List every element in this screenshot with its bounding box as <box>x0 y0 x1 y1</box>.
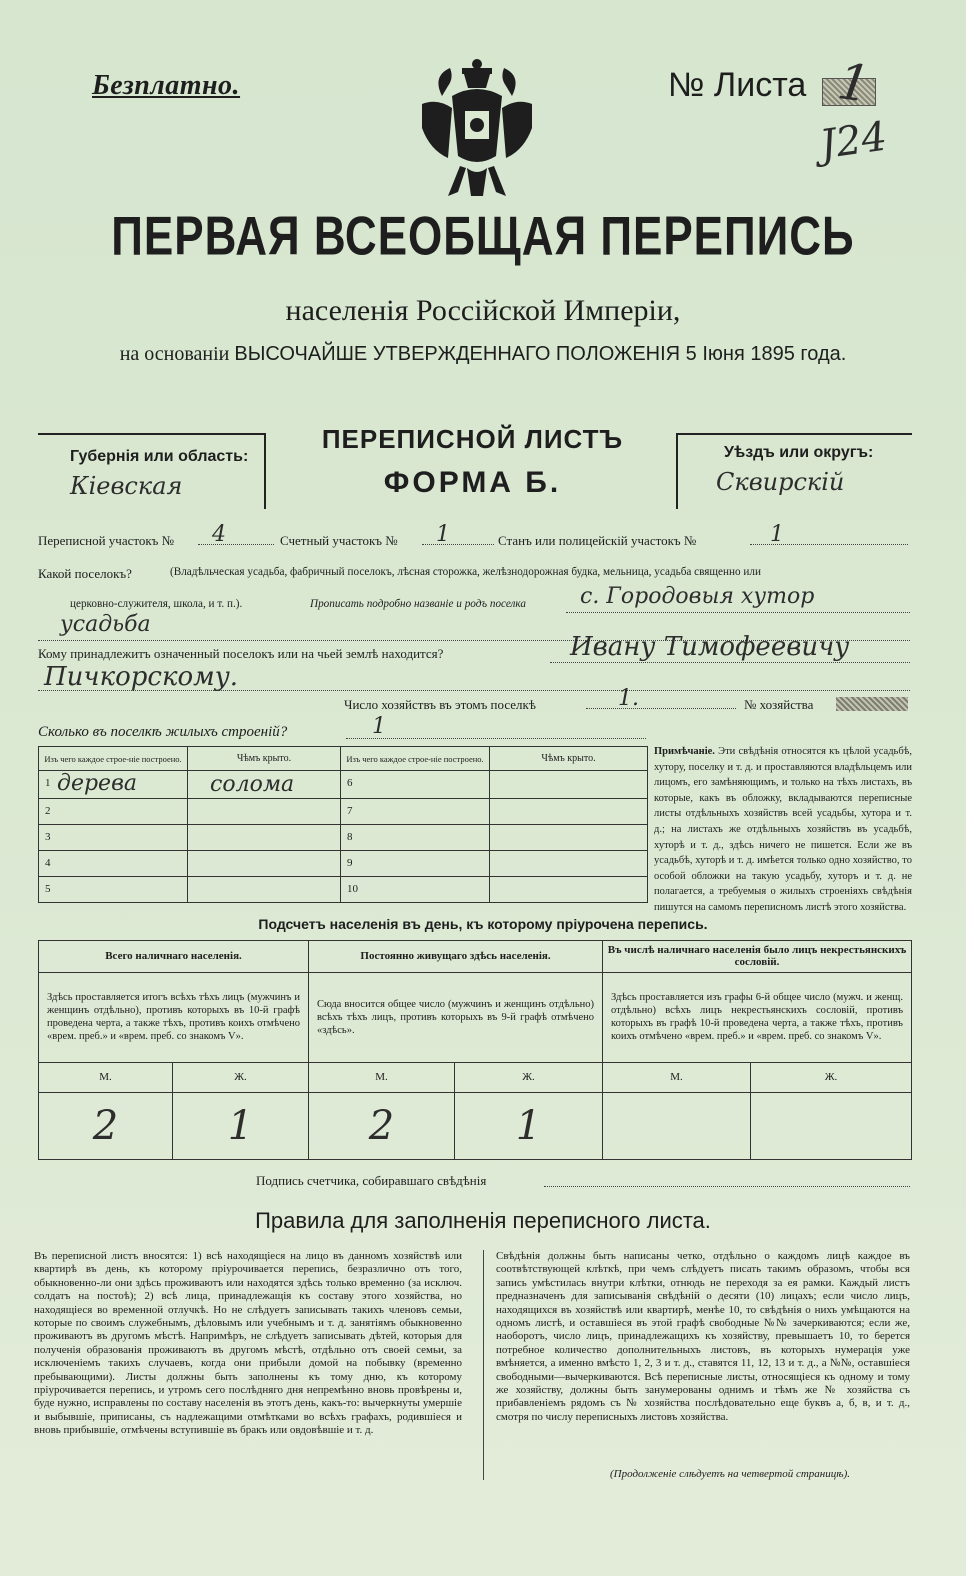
total-m-header: М. <box>39 1063 173 1092</box>
household-number-label: № хозяйства <box>744 697 814 712</box>
buildings-line <box>346 738 646 739</box>
note-text: Эти свѣдѣнія относятся къ цѣлой усадьбѣ, хутору, поселку и т. д. и проставляются владѣльцемъ или лицомъ, его замѣняющимъ, и только на тѣхъ листахъ, въ которые, какъ въ обложку, вкладываются переписные листы отдѣльныхъ хозяйствъ всей усадьбы, хутора и т. д.; на листахъ же отдѣльныхъ хозяйствъ въ усадьбѣ, хуторѣ и т. д., здѣсь ничего не пишется. Если же въ усадьбѣ, хуторѣ и т. д. имѣется только одно хозяйство, то особой обложки на такую усадьбу, хуторъ и т. д. не полагается, а требуемыя о жилыхъ строеніяхъ свѣдѣнія пишутся на самомъ переписномъ листѣ этого хозяйства. <box>654 746 912 913</box>
settlement-hint-3: Прописать подробно названіе и родъ поселка <box>310 598 526 610</box>
building-material-cell <box>39 851 188 877</box>
nonpeasant-m-value <box>603 1092 751 1159</box>
settlement-label: Какой поселокъ? <box>38 566 132 581</box>
note-label: Примѣчаніе. <box>654 746 715 757</box>
settlement-hint-2: церковно-служителя, школа, и т. п.). <box>70 598 243 610</box>
perm-f-value: 1 <box>455 1092 603 1159</box>
building-material-cell <box>341 771 490 799</box>
building-row-number: 4 <box>45 857 51 869</box>
total-population-desc: Здѣсь проставляется итогъ всѣхъ тѣхъ лицъ (мужчинъ и женщинъ отдѣльно), противъ которыхъ въ 10-й графѣ проведена черта, а также тѣхъ, противъ коихъ отмѣчено «врем. преб.» и «врем. преб. со знакомъ V». <box>39 972 309 1063</box>
building-roof-cell <box>490 799 648 825</box>
total-m-value: 2 <box>39 1092 173 1159</box>
col-material-2: Изъ чего каждое строе-ніе построено. <box>341 747 490 771</box>
district-value: Сквирскій <box>716 468 845 496</box>
building-row-number: 5 <box>45 883 51 895</box>
free-label: Безплатно. <box>92 70 241 101</box>
building-roof-cell <box>188 851 341 877</box>
rules-left-column: Въ переписной листъ вносятся: 1) всѣ находящіеся на лицо въ данномъ хозяйствѣ или квартирѣ въ день, къ которому пріурочивается перепись, безразлично отъ того, обыкновенно-ли они здѣсь проживаютъ или находятся здѣсь только временно (за исключ. солдатъ на постоѣ); 2) всѣ лица, принадлежащія къ составу этого хозяйства, но находящіеся во временной отлучкѣ. Но не слѣдуетъ записывать такихъ членовъ семьи, которые по своимъ служебнымъ, дѣловымъ или учебнымъ и т. д. занятіямъ обыкновенно проживаютъ въ другомъ мѣстѣ. Напримѣръ, не слѣдуетъ записывать дѣтей, которыя для полученія образованія проживаютъ въ другомъ мѣстѣ, отдѣльно отъ своей семьи, за исключеніемъ такихъ случаевъ, когда они прибыли домой на побывку (временно пребывающими). Листы должны быть заполнены къ тому дню, къ которому пріурочивается перепись, и утромъ сего послѣдняго дня непремѣнно вновь провѣрены и, буде нужно, исправлены по составу населенія въ этотъ день, какъ-то: вычеркнуты умершіе и выбывшіе, приписаны, съ надлежащими отмѣтками во всѣхъ графахъ, родившіеся и вновь прибывшіе, отмѣчены вступившіе въ бракъ или овдовѣвшіе и т. д. <box>34 1250 462 1437</box>
rules-divider <box>483 1250 484 1480</box>
province-label: Губернія или область: <box>70 448 249 465</box>
owner-line-1 <box>550 662 910 663</box>
census-section-label: Переписной участокъ № <box>38 533 175 548</box>
col-material-1: Изъ чего каждое строе-ніе построено. <box>39 747 188 771</box>
corner-handwritten-mark: J24 <box>817 113 890 169</box>
rules-title: Правила для заполненія переписного листа. <box>255 1208 711 1233</box>
police-section-label: Станъ или полицейскій участокъ № <box>498 533 697 548</box>
building-roof-cell <box>188 877 341 903</box>
building-row-number: 8 <box>347 831 353 843</box>
nonpeasant-m-header: М. <box>603 1063 751 1092</box>
perm-f-header: Ж. <box>455 1063 603 1092</box>
building-material-cell <box>341 799 490 825</box>
household-number-box <box>836 697 908 711</box>
building-row-number: 6 <box>347 777 353 789</box>
building-roof-cell: солома <box>188 771 341 799</box>
building-row-number: 2 <box>45 805 51 817</box>
settlement-line-1 <box>566 612 910 613</box>
perm-m-value: 2 <box>309 1092 455 1159</box>
permanent-population-desc: Сюда вносится общее число (мужчинъ и женщинъ отдѣльно) всѣхъ тѣхъ лицъ, противъ которыхъ въ 9-й графѣ отмѣчено «здѣсь». <box>309 972 603 1063</box>
nonpeasant-population-header: Въ числѣ наличнаго населенія было лицъ некрестьянскихъ сословій. <box>603 941 912 973</box>
signature-line <box>544 1186 910 1187</box>
basis-prefix: на основаніи <box>119 343 230 365</box>
owner-value-2: Пичкорскому. <box>44 662 239 692</box>
building-roof-cell <box>188 799 341 825</box>
district-label: Уѣздъ или округъ: <box>724 444 874 461</box>
basis-rest: ВЫСОЧАЙШЕ УТВЕРЖДЕННАГО ПОЛОЖЕНІЯ 5 Іюня 1895 года. <box>234 343 847 365</box>
rules-right-column: Свѣдѣнія должны быть написаны четко, отдѣльно о каждомъ лицѣ каждое въ соотвѣтствующей клѣткѣ, при чемъ слѣдуетъ писать такимъ образомъ, чтобы вся запись умѣстилась внутри клѣтки, отнюдь не переходя за ея рамки. Каждый листъ предназначенъ для записыванія свѣдѣній о десяти (10) лицахъ; если число лицъ, находящихся въ хозяйствѣ или квартирѣ, менѣе 10, то свѣдѣнія о нихъ умѣщаются на одномъ листѣ, и оставшіеся въ этой графѣ свободные №№ зачеркиваются; если же, наоборотъ, число лицъ, принадлежащихъ къ хозяйству, превышаетъ 10, то берется потребное количество дополнительныхъ листовъ, въ которыхъ нумерація уже вмѣняется, а именно вмѣсто 1, 2, 3 и т. д., ставятся 11, 12, 13 и т. д., а №№, оставшіеся свободными—вычеркиваются. Всѣ переписные листы, относящіеся къ одному и тому же хозяйству, должны быть занумерованы однимъ и тѣмъ же № хозяйства съ прибавленіемъ рядомъ съ № хозяйства послѣдовательно еще буквъ а, б, в, и т. д., смотря по числу переписныхъ листовъ хозяйства. <box>496 1250 910 1423</box>
total-population-header: Всего наличнаго населенія. <box>39 941 309 973</box>
buildings-table-row <box>39 799 648 825</box>
building-row-number: 1 <box>45 777 51 789</box>
building-row-number: 9 <box>347 857 353 869</box>
form-title: ПЕРЕПИСНОЙ ЛИСТЪ <box>321 424 624 454</box>
building-row-number: 10 <box>347 883 358 895</box>
census-section-line <box>198 544 274 545</box>
buildings-value: 1 <box>372 714 386 739</box>
owner-value-1: Ивану Тимофеевичу <box>570 632 850 662</box>
total-f-value: 1 <box>173 1092 309 1159</box>
building-material-cell <box>39 825 188 851</box>
building-material-cell <box>341 825 490 851</box>
census-subtitle: населенія Россійской Имперіи, <box>285 294 681 327</box>
building-material-cell <box>341 877 490 903</box>
households-value: 1. <box>618 686 639 711</box>
perm-m-header: М. <box>309 1063 455 1092</box>
double-headed-eagle-emblem <box>412 56 542 206</box>
signature-label: Подпись счетчика, собиравшаго свѣдѣнія <box>256 1173 487 1188</box>
building-material-cell <box>39 799 188 825</box>
count-section-value: 1 <box>436 522 450 547</box>
buildings-table-row <box>39 851 648 877</box>
nonpeasant-population-desc: Здѣсь проставляется изъ графы 6-й общее число (мужч. и женщ. отдѣльно) всѣхъ лицъ некрестьянскихъ сословій, противъ которыхъ въ графѣ 10-й проведена черта, а также тѣхъ, противъ коихъ отмѣчено «врем. преб.» и «врем. преб. со знакомъ V». <box>603 972 912 1063</box>
households-label: Число хозяйствъ въ этомъ поселкѣ <box>344 697 536 712</box>
sheet-number-value: 1 <box>834 52 874 114</box>
province-value: Кіевская <box>70 472 183 500</box>
building-roof-cell <box>490 825 648 851</box>
building-roof-cell <box>490 771 648 799</box>
building-row-number: 7 <box>347 805 353 817</box>
col-roof-2: Чѣмъ крыто. <box>490 747 648 771</box>
building-material-value: дерева <box>57 771 137 796</box>
nonpeasant-f-header: Ж. <box>751 1063 912 1092</box>
population-table <box>38 940 912 1160</box>
buildings-table-row <box>39 877 648 903</box>
settlement-hint-1: (Владѣльческая усадьба, фабричный поселокъ, лѣсная сторожка, желѣзнодорожная будка, мельница, усадьба священно или <box>170 566 761 578</box>
nonpeasant-f-value <box>751 1092 912 1159</box>
buildings-table-row <box>39 771 648 799</box>
count-section-label: Счетный участокъ № <box>280 533 398 548</box>
census-basis <box>0 343 966 366</box>
households-line <box>586 708 736 709</box>
census-section-value: 4 <box>212 522 226 547</box>
form-name: ФОРМА Б. <box>383 466 562 499</box>
count-section-line <box>422 544 494 545</box>
buildings-table <box>38 746 648 903</box>
building-material-cell <box>341 851 490 877</box>
building-roof-cell <box>188 825 341 851</box>
building-row-number: 3 <box>45 831 51 843</box>
note-block <box>654 744 912 916</box>
population-title: Подсчетъ населенія въ день, къ которому пріурочена перепись. <box>258 916 708 932</box>
building-roof-cell <box>490 851 648 877</box>
building-material-cell <box>39 877 188 903</box>
rules-continued: (Продолженіе слѣдуетъ на четвертой страницѣ). <box>610 1468 850 1480</box>
building-roof-cell <box>490 877 648 903</box>
sheet-number-label: № Листа <box>668 66 807 104</box>
col-roof-1: Чѣмъ крыто. <box>188 747 341 771</box>
settlement-value-2: усадьба <box>60 612 151 637</box>
building-material-cell <box>39 771 188 799</box>
census-title: ПЕРВАЯ ВСЕОБЩАЯ ПЕРЕПИСЬ <box>111 205 855 267</box>
permanent-population-header: Постоянно живущаго здѣсь населенія. <box>309 941 603 973</box>
owner-label: Кому принадлежитъ означенный поселокъ или на чьей землѣ находится? <box>38 646 444 661</box>
buildings-table-row <box>39 825 648 851</box>
total-f-header: Ж. <box>173 1063 309 1092</box>
buildings-label: Сколько въ поселкѣ жилыхъ строеній? <box>38 724 288 740</box>
settlement-value-1: с. Городовыя хутор <box>580 584 815 609</box>
police-section-value: 1 <box>770 522 784 547</box>
